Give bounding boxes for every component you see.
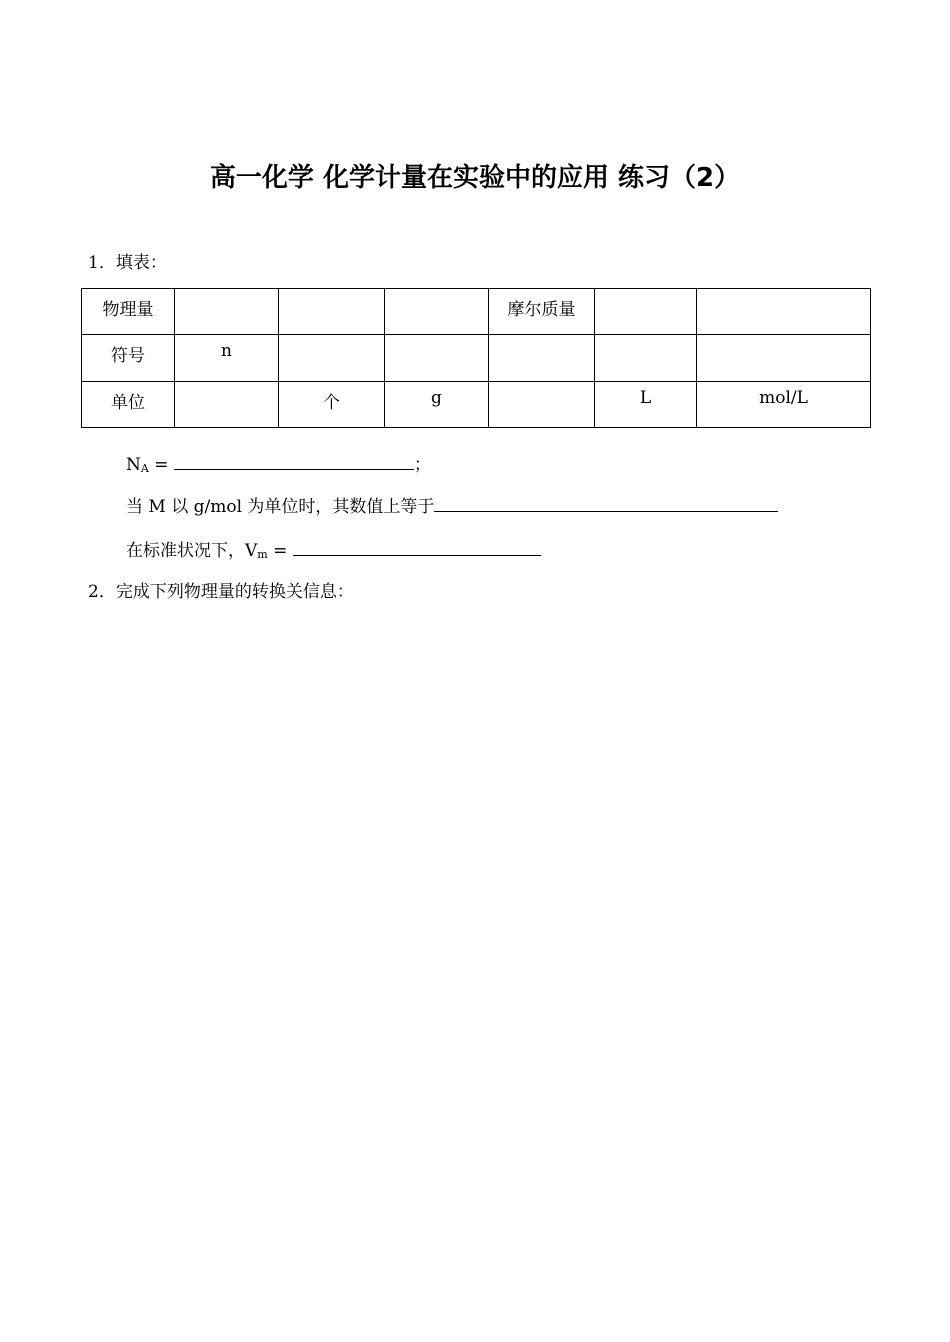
- table-cell: L: [595, 381, 697, 427]
- molar-mass-text: 当 M 以 g/mol 为单位时，其数值上等于: [126, 497, 435, 517]
- table-row: [82, 335, 871, 381]
- page-title: 高一化学 化学计量在实验中的应用 练习（2）: [209, 163, 741, 193]
- na-line: [126, 450, 431, 475]
- molar-mass-answer-blank[interactable]: [434, 495, 778, 512]
- row-header: 物理量: [82, 289, 175, 335]
- na-suffix: ；: [413, 455, 431, 475]
- vm-equals: =: [267, 541, 293, 561]
- table-cell: mol/L: [697, 381, 871, 427]
- question-2-label: 2．完成下列物理量的转换关信息：: [88, 582, 354, 602]
- table-cell[interactable]: [279, 335, 385, 381]
- table-cell[interactable]: [489, 381, 595, 427]
- table-cell[interactable]: [697, 289, 871, 335]
- vm-text: 在标准状况下，V: [126, 541, 258, 561]
- fill-in-table: [81, 288, 871, 428]
- table-cell[interactable]: [175, 381, 279, 427]
- vm-line: [126, 536, 541, 561]
- na-answer-blank[interactable]: [174, 453, 414, 470]
- table-cell[interactable]: [489, 335, 595, 381]
- table-cell[interactable]: [385, 289, 489, 335]
- molar-mass-line: [126, 492, 778, 517]
- vm-answer-blank[interactable]: [293, 539, 541, 556]
- row-header: 单位: [82, 381, 175, 427]
- table-cell[interactable]: [279, 289, 385, 335]
- table-cell: 摩尔质量: [489, 289, 595, 335]
- na-equals: =: [148, 455, 174, 475]
- table-cell: n: [175, 335, 279, 381]
- table-cell[interactable]: [175, 289, 279, 335]
- table-cell: g: [385, 381, 489, 427]
- table-cell[interactable]: [697, 335, 871, 381]
- table-cell[interactable]: [385, 335, 489, 381]
- table-cell[interactable]: [595, 289, 697, 335]
- table-cell[interactable]: [595, 335, 697, 381]
- question-1-label: 1．填表：: [88, 253, 167, 273]
- table-cell: 个: [279, 381, 385, 427]
- table-row: [82, 381, 871, 427]
- na-subscript: A: [140, 462, 149, 475]
- na-symbol: N: [126, 455, 141, 475]
- table-row: [82, 289, 871, 335]
- row-header: 符号: [82, 335, 175, 381]
- vm-subscript: m: [257, 548, 268, 561]
